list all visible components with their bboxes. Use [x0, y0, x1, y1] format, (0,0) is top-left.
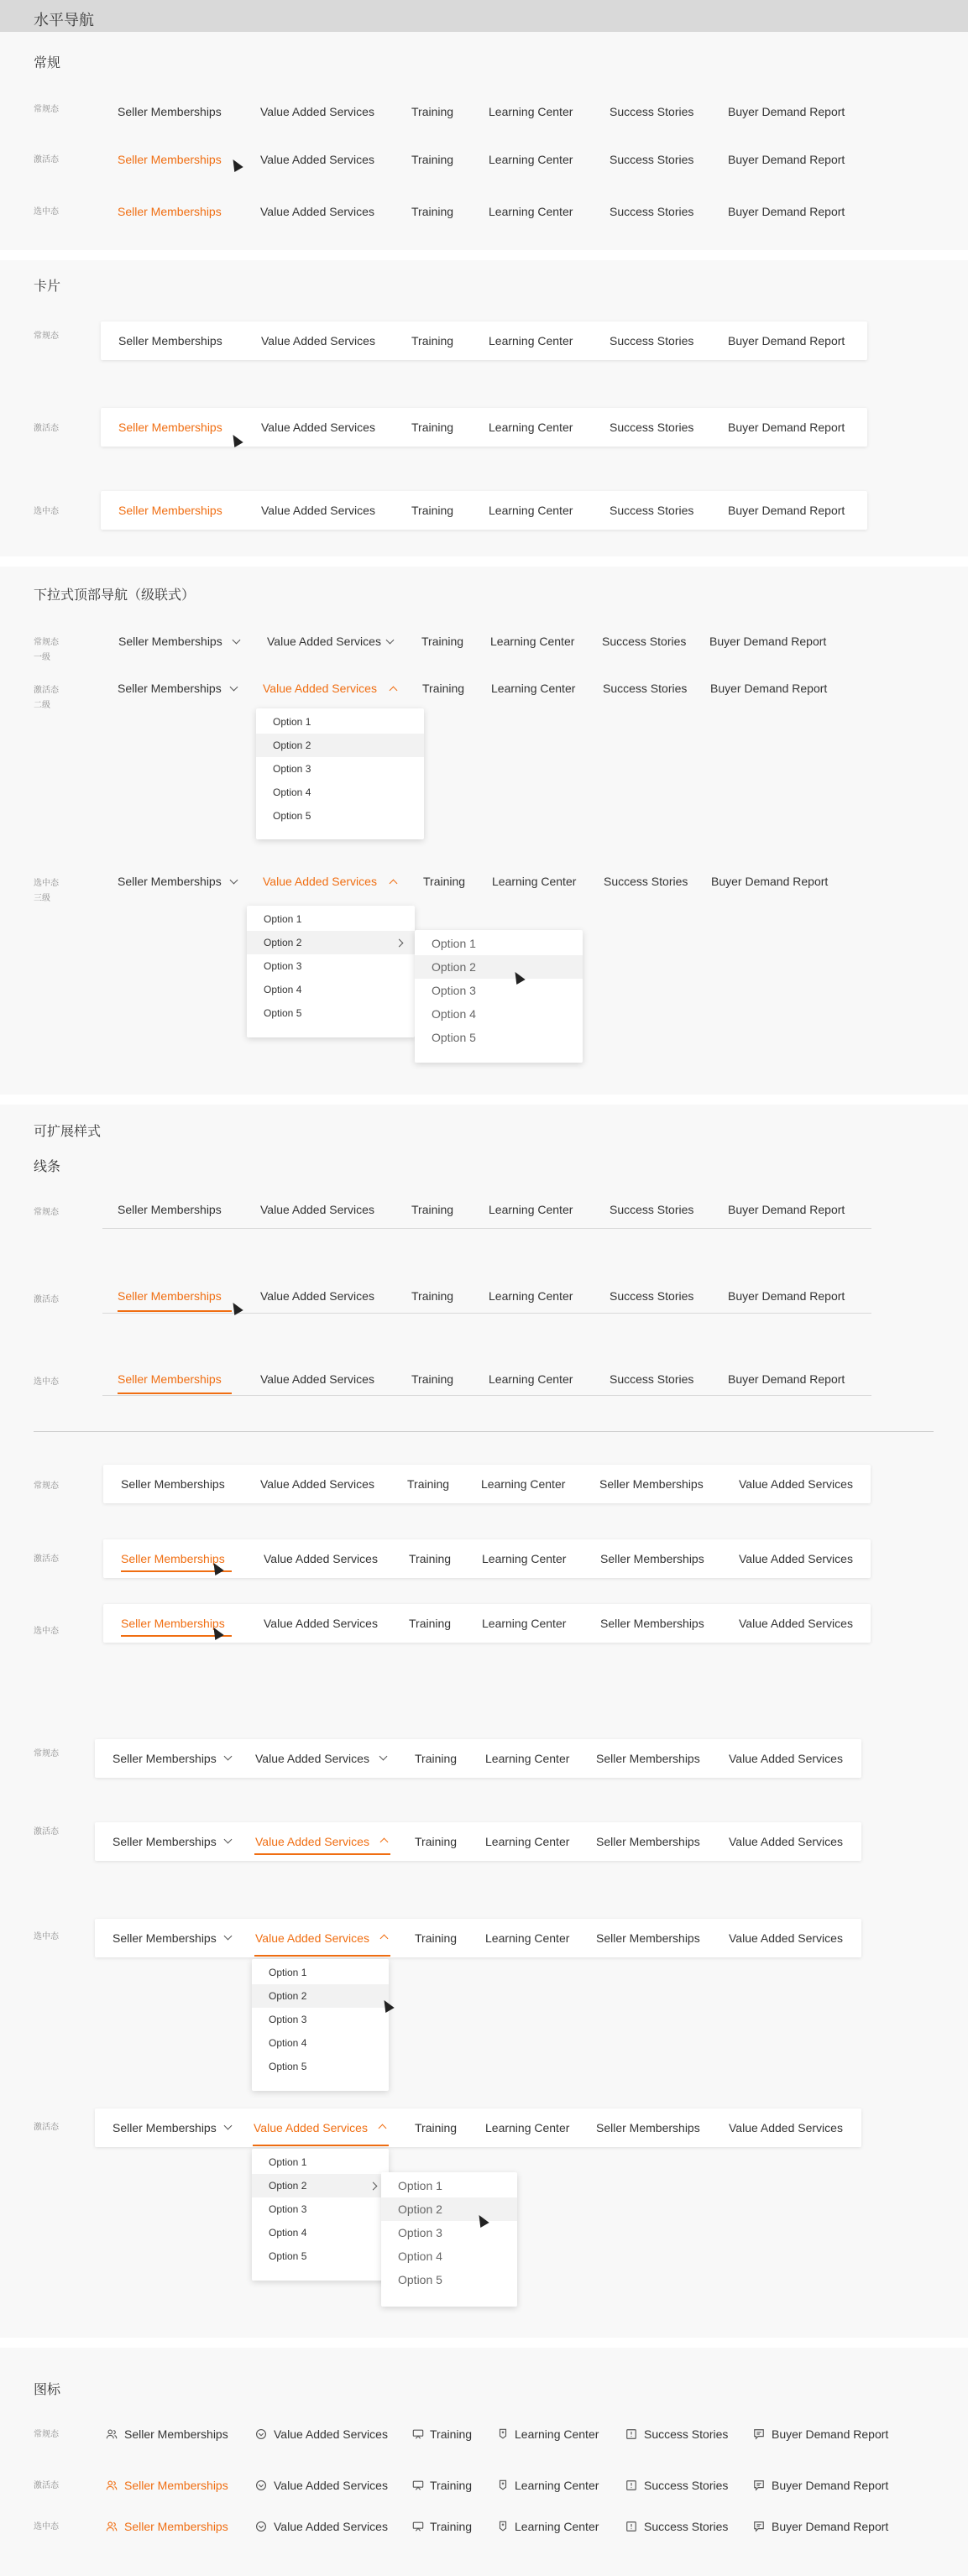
state-label-normal: 常规态	[34, 1208, 59, 1217]
state-label-active: 激活态	[34, 2481, 59, 2490]
submenu-option[interactable]: Option 2	[381, 2197, 517, 2221]
nav-item-learning[interactable]: Learning Center	[515, 2520, 599, 2533]
nav-item-buyer[interactable]: Buyer Demand Report	[772, 2520, 889, 2533]
chevron-up-icon[interactable]	[379, 2124, 387, 2133]
nav-item-seller[interactable]: Seller Memberships	[118, 1289, 222, 1303]
nav-item-seller[interactable]: Seller Memberships	[121, 1477, 225, 1491]
chevron-down-icon[interactable]	[224, 1753, 233, 1761]
user-group-icon	[106, 2428, 118, 2440]
nav-item-seller[interactable]: Seller Memberships	[112, 2121, 217, 2134]
nav-item-training[interactable]: Training	[430, 2479, 473, 2492]
submenu-option[interactable]: Option 1	[398, 2179, 442, 2192]
nav-item-training[interactable]: Training	[411, 153, 454, 166]
nav-item-value[interactable]: Value Added Services	[264, 1552, 378, 1565]
nav-item-value[interactable]: Value Added Services	[260, 1477, 374, 1491]
nav-item-training[interactable]: Training	[411, 334, 454, 347]
submenu-option[interactable]: Option 3	[432, 984, 476, 997]
state-label-selected: 选中态	[34, 1627, 59, 1636]
nav-item-seller[interactable]: Seller Memberships	[596, 1931, 700, 1945]
value-added-icon	[255, 2521, 267, 2532]
nav-item-learning[interactable]: Learning Center	[492, 875, 577, 888]
nav-item-buyer[interactable]: Buyer Demand Report	[728, 1203, 845, 1216]
nav-item-training[interactable]: Training	[411, 205, 454, 218]
nav-item-learning[interactable]: Learning Center	[485, 1835, 570, 1848]
section-divider	[0, 1095, 968, 1105]
nav-item-value[interactable]: Value Added Services	[261, 504, 375, 517]
nav-item-buyer[interactable]: Buyer Demand Report	[711, 875, 829, 888]
nav-item-success[interactable]: Success Stories	[610, 1372, 694, 1386]
nav-item-training[interactable]: Training	[415, 1835, 458, 1848]
submenu-option[interactable]: Option 5	[398, 2273, 442, 2286]
nav-item-learning[interactable]: Learning Center	[489, 421, 573, 434]
nav-item-seller[interactable]: Seller Memberships	[118, 504, 222, 517]
nav-item-value[interactable]: Value Added Services	[267, 635, 381, 648]
nav-card-dd-active	[95, 1822, 861, 1861]
nav-item-seller[interactable]: Seller Memberships	[121, 1617, 225, 1630]
nav-item-buyer[interactable]: Buyer Demand Report	[728, 504, 845, 517]
learning-badge-icon	[497, 2479, 509, 2491]
nav-item-buyer[interactable]: Buyer Demand Report	[710, 682, 828, 695]
state-label-active: 激活态	[34, 2123, 59, 2132]
nav-card-selected	[101, 491, 867, 530]
chevron-down-icon[interactable]	[224, 2122, 233, 2130]
nav-item-seller[interactable]: Seller Memberships	[600, 1552, 704, 1565]
group-divider	[34, 1431, 934, 1432]
nav-item-success[interactable]: Success Stories	[604, 875, 688, 888]
nav-item-value[interactable]: Value Added Services	[274, 2520, 388, 2533]
nav-item-training[interactable]: Training	[411, 1203, 454, 1216]
nav-item-learning[interactable]: Learning Center	[489, 153, 573, 166]
state-label-normal: 常规态	[34, 332, 59, 341]
nav-item-training[interactable]: Training	[421, 635, 464, 648]
section-divider	[0, 2338, 968, 2348]
submenu-option[interactable]: Option 2	[415, 955, 583, 979]
nav-item-seller[interactable]: Seller Memberships	[112, 1835, 217, 1848]
nav-item-success[interactable]: Success Stories	[602, 635, 687, 648]
icon-nav-normal	[0, 2426, 968, 2446]
state-label-active: 激活态	[34, 1295, 59, 1304]
training-board-icon	[412, 2479, 424, 2491]
dropdown-menu	[247, 906, 415, 1037]
active-underline	[118, 1393, 232, 1394]
dropdown-option[interactable]: Option 3	[269, 2014, 307, 2025]
user-group-icon	[106, 2479, 118, 2491]
nav-item-buyer[interactable]: Buyer Demand Report	[728, 153, 845, 166]
learning-badge-icon	[497, 2521, 509, 2532]
nav-item-training[interactable]: Training	[430, 2427, 473, 2441]
active-underline	[254, 1955, 390, 1957]
dropdown-option[interactable]: Option 5	[264, 1007, 302, 1019]
nav-item-learning[interactable]: Learning Center	[482, 1617, 567, 1630]
nav-line-active	[0, 1288, 968, 1308]
section-title-regular: 常规	[34, 56, 61, 71]
nav-card-normal	[101, 321, 867, 360]
nav-item-learning[interactable]: Learning Center	[489, 105, 573, 118]
nav-item-seller[interactable]: Seller Memberships	[118, 682, 222, 695]
training-board-icon	[412, 2428, 424, 2440]
state-label-normal-l1: 常规态 一级	[34, 638, 59, 662]
nav-item-success[interactable]: Success Stories	[610, 205, 694, 218]
nav-item-training[interactable]: Training	[415, 1931, 458, 1945]
value-added-icon	[255, 2428, 267, 2440]
state-label-normal: 常规态	[34, 2430, 59, 2439]
dropdown-option[interactable]: Option 2	[256, 734, 424, 757]
chevron-down-icon[interactable]	[224, 1836, 233, 1844]
nav-item-seller[interactable]: Seller Memberships	[599, 1477, 704, 1491]
nav-dropdown-selected	[0, 873, 968, 893]
nav-item-buyer[interactable]: Buyer Demand Report	[728, 205, 845, 218]
nav-item-success[interactable]: Success Stories	[603, 682, 688, 695]
submenu-option[interactable]: Option 3	[398, 2226, 442, 2239]
nav-item-seller[interactable]: Seller Memberships	[121, 1552, 225, 1565]
nav-item-training[interactable]: Training	[411, 105, 454, 118]
learning-badge-icon	[497, 2428, 509, 2440]
nav-item-value[interactable]: Value Added Services	[739, 1617, 853, 1630]
nav-item-value[interactable]: Value Added Services	[263, 875, 377, 888]
nav-card-line-normal	[103, 1465, 871, 1503]
nav-item-value[interactable]: Value Added Services	[261, 334, 375, 347]
dropdown-option[interactable]: Option 2	[247, 931, 415, 954]
nav-regular-normal	[0, 103, 968, 123]
nav-item-value[interactable]: Value Added Services	[274, 2479, 388, 2492]
section-title-card: 卡片	[34, 280, 61, 294]
state-label-normal: 常规态	[34, 1481, 59, 1491]
state-label-active: 激活态	[34, 1554, 59, 1564]
nav-item-training[interactable]: Training	[409, 1552, 452, 1565]
chevron-down-icon[interactable]	[233, 636, 241, 645]
state-label-active-l2: 激活态 二级	[34, 686, 59, 710]
nav-item-seller[interactable]: Seller Memberships	[118, 105, 222, 118]
nav-item-success[interactable]: Success Stories	[644, 2520, 729, 2533]
nav-item-training[interactable]: Training	[411, 504, 454, 517]
nav-card-dd-selected	[95, 1919, 861, 1957]
dropdown-option[interactable]: Option 5	[273, 810, 311, 822]
nav-item-buyer[interactable]: Buyer Demand Report	[728, 105, 845, 118]
nav-item-success[interactable]: Success Stories	[644, 2427, 729, 2441]
state-label-normal: 常规态	[34, 1749, 59, 1758]
section-title-icon: 图标	[34, 2383, 61, 2397]
report-doc-icon	[753, 2428, 765, 2440]
training-board-icon	[412, 2521, 424, 2532]
nav-item-learning[interactable]: Learning Center	[481, 1477, 566, 1491]
nav-item-learning[interactable]: Learning Center	[489, 1203, 573, 1216]
nav-regular-active	[0, 151, 968, 171]
nav-item-seller[interactable]: Seller Memberships	[118, 153, 222, 166]
nav-item-value[interactable]: Value Added Services	[261, 421, 375, 434]
nav-item-value[interactable]: Value Added Services	[255, 1835, 369, 1848]
nav-item-training[interactable]: Training	[411, 1289, 454, 1303]
nav-baseline	[102, 1395, 871, 1396]
nav-item-value[interactable]: Value Added Services	[260, 153, 374, 166]
value-added-icon	[255, 2479, 267, 2491]
title-bar	[0, 0, 968, 32]
state-label-selected: 选中态	[34, 1932, 59, 1941]
report-doc-icon	[753, 2479, 765, 2491]
chevron-up-icon[interactable]	[380, 1935, 389, 1943]
nav-item-seller[interactable]: Seller Memberships	[600, 1617, 704, 1630]
nav-item-value[interactable]: Value Added Services	[274, 2427, 388, 2441]
dropdown-menu	[256, 708, 424, 839]
nav-item-success[interactable]: Success Stories	[610, 105, 694, 118]
nav-item-value[interactable]: Value Added Services	[263, 682, 377, 695]
nav-item-learning[interactable]: Learning Center	[482, 1552, 567, 1565]
success-book-icon	[625, 2479, 637, 2491]
state-label-active: 激活态	[34, 1827, 59, 1837]
nav-item-success[interactable]: Success Stories	[610, 1203, 694, 1216]
nav-item-learning[interactable]: Learning Center	[485, 1752, 570, 1765]
nav-baseline	[102, 1228, 871, 1229]
nav-item-success[interactable]: Success Stories	[644, 2479, 729, 2492]
dropdown-option[interactable]: Option 2	[252, 1984, 389, 2008]
nav-dropdown-active	[0, 680, 968, 700]
nav-item-value[interactable]: Value Added Services	[729, 1931, 843, 1945]
dropdown-menu	[252, 2149, 389, 2281]
nav-item-success[interactable]: Success Stories	[610, 1289, 694, 1303]
nav-item-success[interactable]: Success Stories	[610, 153, 694, 166]
nav-baseline	[102, 1313, 871, 1314]
nav-item-learning[interactable]: Learning Center	[490, 635, 575, 648]
submenu-option[interactable]: Option 5	[432, 1031, 476, 1044]
state-label-selected: 选中态	[34, 2522, 59, 2532]
dropdown-option[interactable]: Option 1	[269, 1967, 307, 1978]
chevron-down-icon[interactable]	[379, 1753, 388, 1761]
nav-item-learning[interactable]: Learning Center	[515, 2479, 599, 2492]
nav-item-value[interactable]: Value Added Services	[255, 1752, 369, 1765]
state-label-selected: 选中态	[34, 207, 59, 217]
state-label-active: 激活态	[34, 424, 59, 433]
nav-card-dd-cascade	[95, 2108, 861, 2147]
nav-item-seller[interactable]: Seller Memberships	[118, 1372, 222, 1386]
nav-item-success[interactable]: Success Stories	[610, 334, 694, 347]
nav-item-value[interactable]: Value Added Services	[260, 1289, 374, 1303]
chevron-down-icon[interactable]	[224, 1932, 233, 1941]
success-book-icon	[625, 2521, 637, 2532]
nav-item-seller[interactable]: Seller Memberships	[118, 421, 222, 434]
nav-item-seller[interactable]: Seller Memberships	[118, 1203, 222, 1216]
submenu-option[interactable]: Option 4	[398, 2249, 442, 2263]
submenu	[415, 930, 583, 1063]
chevron-up-icon[interactable]	[390, 880, 398, 888]
submenu	[381, 2172, 517, 2307]
dropdown-option[interactable]: Option 5	[269, 2061, 307, 2072]
page-title: 水平导航	[34, 12, 94, 29]
nav-item-success[interactable]: Success Stories	[610, 421, 694, 434]
state-label-normal: 常规态	[34, 105, 59, 114]
nav-item-training[interactable]: Training	[409, 1617, 452, 1630]
nav-item-buyer[interactable]: Buyer Demand Report	[772, 2479, 889, 2492]
active-underline	[254, 1853, 390, 1855]
nav-item-training[interactable]: Training	[411, 421, 454, 434]
icon-nav-active	[0, 2477, 968, 2497]
dropdown-option[interactable]: Option 4	[269, 2227, 307, 2239]
nav-item-learning[interactable]: Learning Center	[485, 1931, 570, 1945]
user-group-icon	[106, 2521, 118, 2532]
nav-item-seller[interactable]: Seller Memberships	[118, 875, 222, 888]
dropdown-menu	[252, 1959, 389, 2091]
nav-dropdown-normal	[0, 633, 968, 653]
state-label-selected: 选中态	[34, 1377, 59, 1387]
nav-item-training[interactable]: Training	[415, 1752, 458, 1765]
dropdown-option[interactable]: Option 1	[273, 716, 311, 728]
nav-item-learning[interactable]: Learning Center	[489, 1289, 573, 1303]
dropdown-option[interactable]: Option 1	[269, 2156, 307, 2168]
nav-item-value[interactable]: Value Added Services	[739, 1477, 853, 1491]
chevron-up-icon[interactable]	[390, 687, 398, 695]
active-underline	[253, 2145, 389, 2146]
chevron-down-icon[interactable]	[386, 636, 395, 645]
nav-item-value[interactable]: Value Added Services	[729, 2121, 843, 2134]
dropdown-option[interactable]: Option 2	[252, 2174, 389, 2197]
nav-item-training[interactable]: Training	[411, 1372, 454, 1386]
nav-item-seller[interactable]: Seller Memberships	[118, 635, 222, 648]
nav-item-seller[interactable]: Seller Memberships	[118, 334, 222, 347]
nav-line-normal	[0, 1201, 968, 1221]
state-label-selected: 选中态	[34, 507, 59, 516]
nav-item-training[interactable]: Training	[422, 682, 465, 695]
nav-item-value[interactable]: Value Added Services	[260, 1372, 374, 1386]
nav-item-learning[interactable]: Learning Center	[489, 205, 573, 218]
report-doc-icon	[753, 2521, 765, 2532]
nav-item-seller[interactable]: Seller Memberships	[124, 2520, 228, 2533]
chevron-down-icon[interactable]	[230, 876, 238, 885]
nav-card-dd-normal	[95, 1739, 861, 1778]
nav-item-buyer[interactable]: Buyer Demand Report	[728, 421, 845, 434]
nav-item-buyer[interactable]: Buyer Demand Report	[728, 334, 845, 347]
active-underline	[118, 1310, 232, 1312]
nav-item-buyer[interactable]: Buyer Demand Report	[709, 635, 827, 648]
nav-item-value[interactable]: Value Added Services	[260, 205, 374, 218]
nav-item-value[interactable]: Value Added Services	[260, 1203, 374, 1216]
nav-item-seller[interactable]: Seller Memberships	[596, 1835, 700, 1848]
section-divider	[0, 250, 968, 260]
icon-nav-selected	[0, 2518, 968, 2538]
chevron-up-icon[interactable]	[380, 1838, 389, 1847]
submenu-option[interactable]: Option 4	[432, 1007, 476, 1021]
nav-item-training[interactable]: Training	[415, 2121, 458, 2134]
state-label-active: 激活态	[34, 155, 59, 165]
nav-item-seller[interactable]: Seller Memberships	[124, 2427, 228, 2441]
section-divider	[0, 556, 968, 567]
dropdown-option[interactable]: Option 3	[269, 2203, 307, 2215]
nav-item-value[interactable]: Value Added Services	[260, 105, 374, 118]
nav-item-buyer[interactable]: Buyer Demand Report	[728, 1372, 845, 1386]
section-subtitle-line: 线条	[34, 1160, 61, 1174]
state-label-selected-l3: 选中态 三级	[34, 879, 59, 903]
nav-item-learning[interactable]: Learning Center	[515, 2427, 599, 2441]
submenu-option[interactable]: Option 1	[432, 937, 476, 950]
nav-card-active	[101, 408, 867, 447]
dropdown-option[interactable]: Option 5	[269, 2250, 307, 2262]
nav-item-training[interactable]: Training	[407, 1477, 450, 1491]
dropdown-option[interactable]: Option 4	[269, 2037, 307, 2049]
nav-item-value[interactable]: Value Added Services	[255, 1931, 369, 1945]
nav-item-value[interactable]: Value Added Services	[264, 1617, 378, 1630]
nav-item-learning[interactable]: Learning Center	[489, 504, 573, 517]
dropdown-option[interactable]: Option 3	[273, 763, 311, 775]
nav-item-seller[interactable]: Seller Memberships	[118, 205, 222, 218]
dropdown-option[interactable]: Option 4	[273, 786, 311, 798]
dropdown-option[interactable]: Option 4	[264, 984, 302, 995]
nav-item-seller[interactable]: Seller Memberships	[112, 1931, 217, 1945]
nav-item-learning[interactable]: Learning Center	[489, 1372, 573, 1386]
nav-item-value[interactable]: Value Added Services	[254, 2121, 368, 2134]
nav-item-training[interactable]: Training	[423, 875, 466, 888]
nav-item-buyer[interactable]: Buyer Demand Report	[728, 1289, 845, 1303]
nav-item-value[interactable]: Value Added Services	[729, 1752, 843, 1765]
section-title-extendable: 可扩展样式	[34, 1125, 102, 1139]
nav-item-learning[interactable]: Learning Center	[489, 334, 573, 347]
nav-item-seller[interactable]: Seller Memberships	[596, 2121, 700, 2134]
chevron-down-icon[interactable]	[230, 683, 238, 692]
nav-item-buyer[interactable]: Buyer Demand Report	[772, 2427, 889, 2441]
nav-item-value[interactable]: Value Added Services	[729, 1835, 843, 1848]
nav-item-value[interactable]: Value Added Services	[739, 1552, 853, 1565]
nav-item-seller[interactable]: Seller Memberships	[124, 2479, 228, 2492]
success-book-icon	[625, 2428, 637, 2440]
nav-item-training[interactable]: Training	[430, 2520, 473, 2533]
nav-item-seller[interactable]: Seller Memberships	[112, 1752, 217, 1765]
nav-item-success[interactable]: Success Stories	[610, 504, 694, 517]
nav-item-seller[interactable]: Seller Memberships	[596, 1752, 700, 1765]
dropdown-option[interactable]: Option 3	[264, 960, 302, 972]
nav-line-selected	[0, 1371, 968, 1391]
dropdown-option[interactable]: Option 1	[264, 913, 302, 925]
nav-item-learning[interactable]: Learning Center	[485, 2121, 570, 2134]
section-title-dropdown: 下拉式顶部导航（级联式）	[34, 588, 196, 603]
nav-item-learning[interactable]: Learning Center	[491, 682, 576, 695]
nav-regular-selected	[0, 203, 968, 223]
